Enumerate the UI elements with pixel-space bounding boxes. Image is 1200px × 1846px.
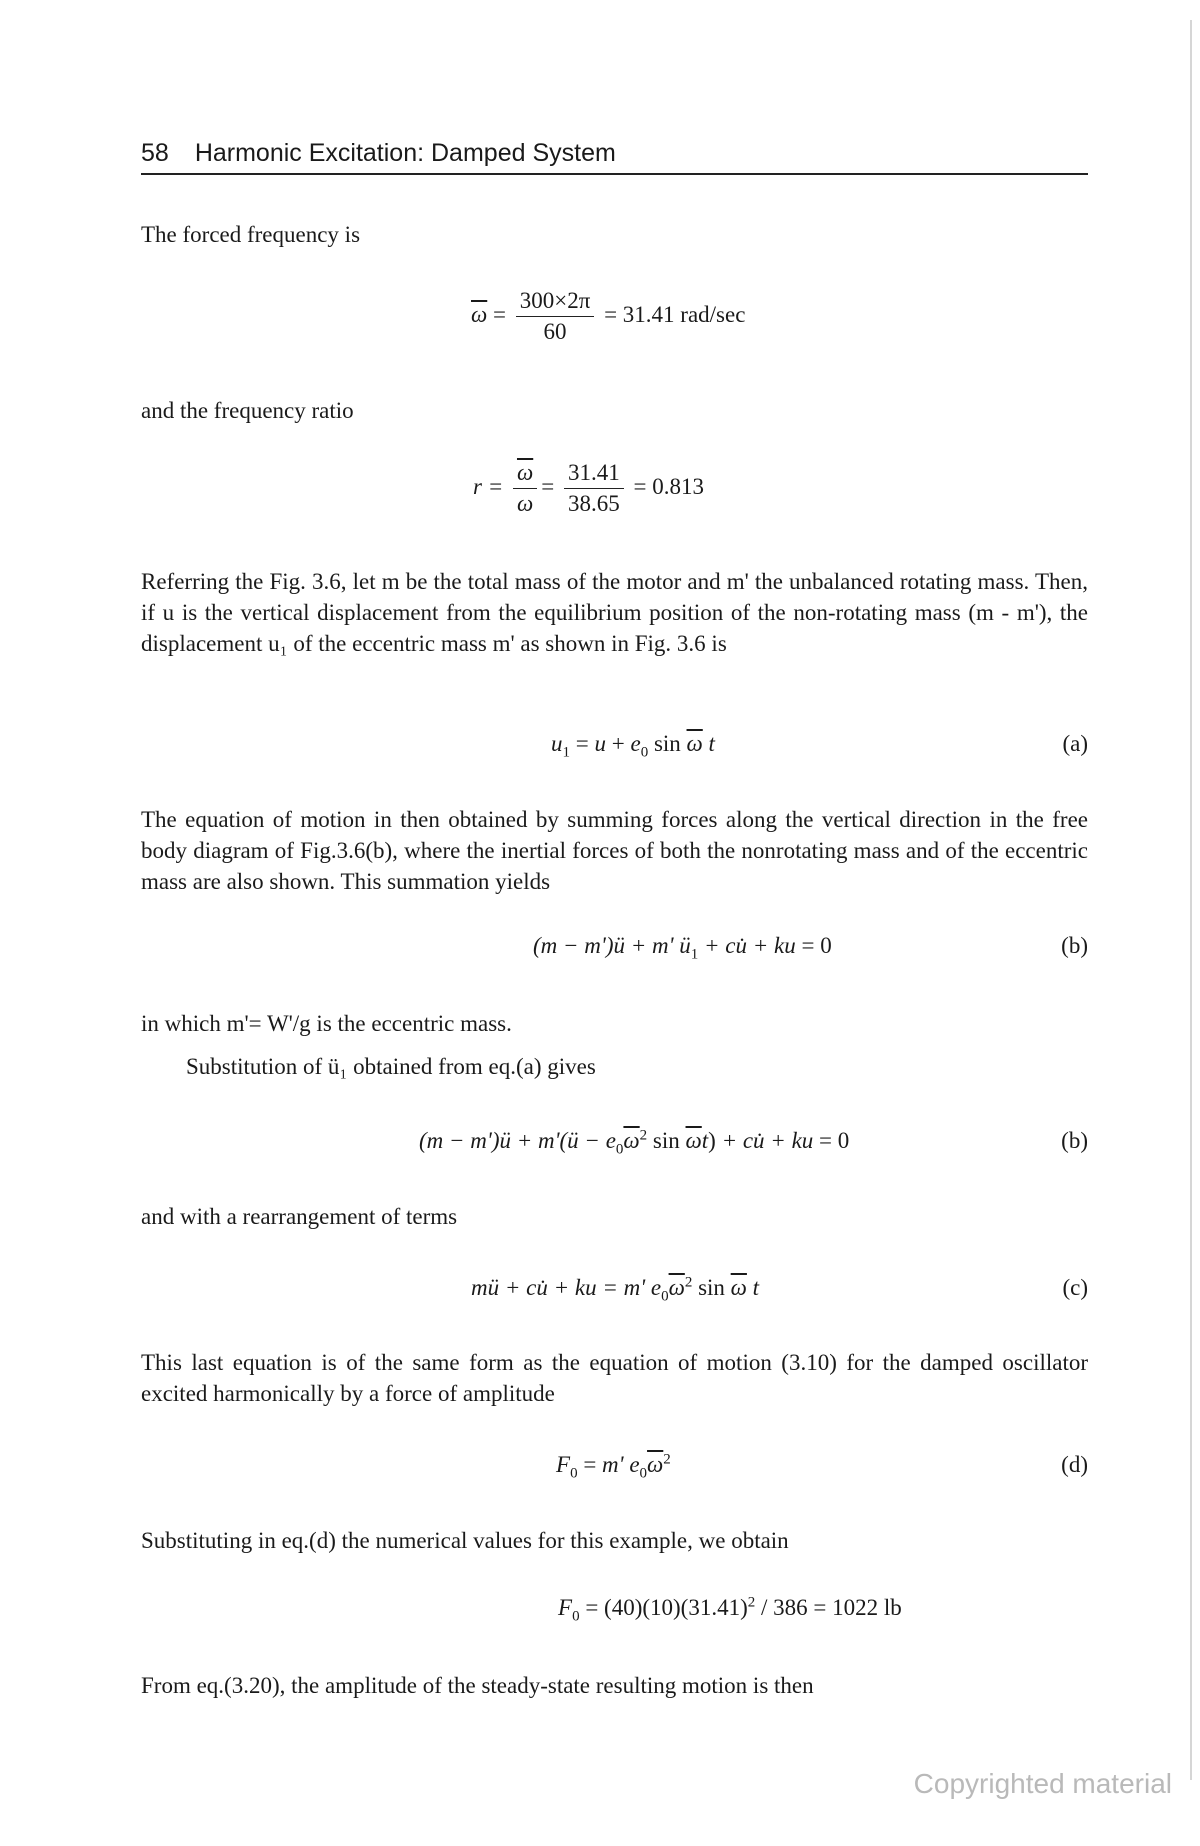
- fraction-denominator: ω: [516, 491, 534, 516]
- paragraph-frequency-ratio: and the frequency ratio: [141, 398, 354, 423]
- running-header: [141, 133, 1088, 175]
- paragraph-rearrangement: and with a rearrangement of terms: [141, 1204, 458, 1229]
- paragraph-eccentric-mass: in which m'= W'/g is the eccentric mass.: [141, 1011, 512, 1036]
- paragraph-referring-fig: Referring the Fig. 3.6, let m be the total mass of the motor and m' the unbalanced rotating mass. Then, if u is the vertical displacement from the equilibrium position of the non-rotating mass (m - m'), the displacement u₁ of the eccentric mass m' as shown in Fig. 3.6 is: [141, 569, 1088, 656]
- fraction-numerator: $\overline{\omega}$: [513, 460, 537, 489]
- equation-frequency-ratio: r = $\frac{\overline{\omega}}{\omega}$ = $\frac{31.41}{38.65}$ = 0.813: [473, 460, 704, 516]
- paragraph-equation-of-motion: The equation of motion in then obtained by summing forces along the vertical direction in the free body diagram of Fig.3.6(b), where the inertial forces of both the nonrotating mass and of the eccentric mass are also shown. This summation yields: [141, 807, 1088, 894]
- fraction-forced-frequency: [516, 288, 595, 345]
- equation-result: = 31.41 rad/sec: [604, 301, 746, 327]
- equation-a: $u_1 = u + e_0$ $\sin \overline{\omega}$ t (a): [551, 731, 1088, 761]
- equation-label: (b): [1061, 933, 1088, 958]
- fraction-numeric-ratio: [564, 460, 624, 517]
- paragraph-steady-state: From eq.(3.20), the amplitude of the steady-state resulting motion is then: [141, 1673, 814, 1698]
- fraction-denominator: 38.65: [567, 491, 620, 516]
- fraction-omega-ratio: [513, 460, 537, 517]
- omega-bar-symbol: $\overline{\omega}$: [471, 301, 488, 327]
- force-expression: = (40)(10)(31.41): [585, 1595, 748, 1620]
- page-number: 58: [141, 139, 169, 167]
- equation-result: = 0.813: [633, 473, 704, 499]
- page-edge-rule: [1190, 20, 1192, 1780]
- fraction-numerator: 300×2π: [516, 288, 595, 317]
- equation-b: (m − m')ü + m' $ü_1$ + cu̇ + ku = 0 (b): [533, 933, 1088, 963]
- force-result: / 386 = 1022 lb: [755, 1595, 902, 1620]
- equation-label: (b): [1061, 1128, 1088, 1153]
- equation-force-amplitude: $F_0 = (40)(10)(31.41)^2 / 386 = 1022$ lb: [558, 1594, 902, 1625]
- equation-label: (c): [1062, 1275, 1088, 1300]
- fraction-denominator: 60: [543, 319, 567, 344]
- paragraph-forced-frequency: The forced frequency is: [141, 222, 361, 247]
- paragraph-same-form: This last equation is of the same form as the equation of motion (3.10) for the damped oscillator excited harmonically by a force of amplitude: [141, 1350, 1088, 1406]
- equation-forced-frequency: $\overline{\omega}$ = $\frac{300\times 2\pi}{60}$ = 31.41 rad/sec: [471, 288, 746, 344]
- equation-b-substituted: (m − m')ü + m'(ü − $e_0\overline{\omega}^2$ $\sin \overline{\omega}t$) + cu̇ + ku = 0 (b): [419, 1127, 1088, 1158]
- equation-label: (a): [1062, 731, 1088, 756]
- paragraph-substitution: Substitution of ü₁ obtained from eq.(a) gives: [186, 1054, 596, 1079]
- paragraph-numerical-values: Substituting in eq.(d) the numerical values for this example, we obtain: [141, 1528, 789, 1553]
- chapter-title: Harmonic Excitation: Damped System: [194, 139, 616, 167]
- ratio-symbol: r =: [473, 473, 504, 499]
- equation-label: (d): [1061, 1452, 1088, 1477]
- equation-c: mü + cu̇ + ku = m' $e_0\overline{\omega}^2$ $\sin \overline{\omega}$ t (c): [471, 1274, 1088, 1305]
- copyright-watermark: Copyrighted material: [913, 1768, 1172, 1799]
- equation-d: $F_0 = m'$ $e_0\overline{\omega}^2$ (d): [556, 1451, 1088, 1482]
- fraction-numerator: 31.41: [564, 460, 624, 489]
